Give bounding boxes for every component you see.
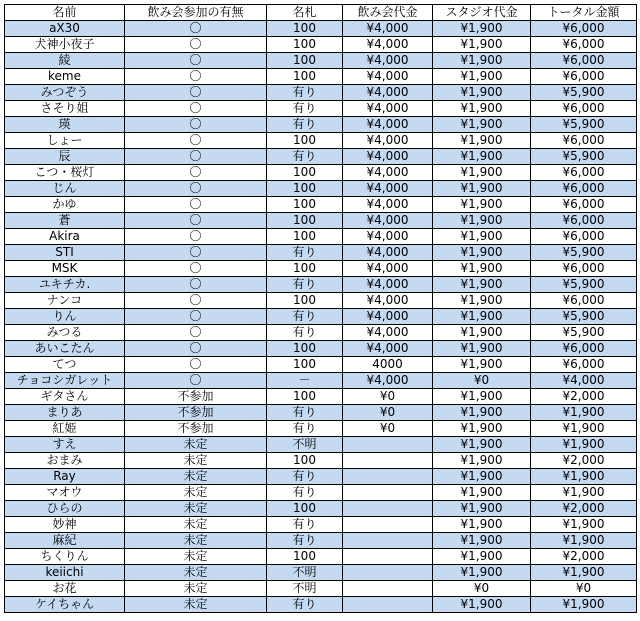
cell-name: Akira xyxy=(5,229,125,245)
cell-studio-fee: ¥1,900 xyxy=(433,293,531,309)
table-row xyxy=(5,341,637,357)
cell-total: ¥1,900 xyxy=(531,405,637,421)
cell-total: ¥1,900 xyxy=(531,517,637,533)
cell-studio-fee: ¥1,900 xyxy=(433,357,531,373)
cell-total: ¥5,900 xyxy=(531,325,637,341)
table-row xyxy=(5,117,637,133)
cell-total: ¥1,900 xyxy=(531,469,637,485)
cell-attendance: 不参加 xyxy=(125,389,267,405)
cell-studio-fee: ¥1,900 xyxy=(433,309,531,325)
cell-nametag: 100 xyxy=(267,501,343,517)
cell-attendance: 〇 xyxy=(125,341,267,357)
cell-nametag: 100 xyxy=(267,53,343,69)
cell-studio-fee: ¥0 xyxy=(433,373,531,389)
cell-party-fee xyxy=(343,549,433,565)
cell-studio-fee: ¥1,900 xyxy=(433,181,531,197)
cell-attendance: 〇 xyxy=(125,53,267,69)
cell-nametag: 不明 xyxy=(267,565,343,581)
cell-nametag: 不明 xyxy=(267,581,343,597)
cell-name: みつる xyxy=(5,325,125,341)
cell-studio-fee: ¥1,900 xyxy=(433,501,531,517)
cell-party-fee: ¥4,000 xyxy=(343,85,433,101)
cell-nametag: 100 xyxy=(267,133,343,149)
cell-studio-fee: ¥1,900 xyxy=(433,565,531,581)
table-row xyxy=(5,213,637,229)
cell-nametag: 100 xyxy=(267,453,343,469)
cell-nametag: 有り xyxy=(267,533,343,549)
cell-name: じん xyxy=(5,181,125,197)
cell-party-fee: ¥4,000 xyxy=(343,261,433,277)
cell-nametag: 100 xyxy=(267,37,343,53)
cell-total: ¥2,000 xyxy=(531,453,637,469)
cell-studio-fee: ¥1,900 xyxy=(433,149,531,165)
cell-total: ¥0 xyxy=(531,581,637,597)
header-attendance: 飲み会参加の有無 xyxy=(125,5,267,21)
cell-attendance: 〇 xyxy=(125,165,267,181)
cell-nametag: 不明 xyxy=(267,437,343,453)
cell-studio-fee: ¥1,900 xyxy=(433,53,531,69)
cell-party-fee: ¥4,000 xyxy=(343,165,433,181)
cell-studio-fee: ¥1,900 xyxy=(433,197,531,213)
table-header xyxy=(5,5,637,21)
cell-name: ユキチカ. xyxy=(5,277,125,293)
cell-name: 蒼 xyxy=(5,213,125,229)
cell-studio-fee: ¥1,900 xyxy=(433,133,531,149)
participant-fee-table xyxy=(4,4,637,613)
cell-name: 辰 xyxy=(5,149,125,165)
cell-total: ¥5,900 xyxy=(531,245,637,261)
cell-studio-fee: ¥1,900 xyxy=(433,117,531,133)
cell-name: MSK xyxy=(5,261,125,277)
cell-attendance: 〇 xyxy=(125,117,267,133)
cell-attendance: 〇 xyxy=(125,373,267,389)
cell-total: ¥6,000 xyxy=(531,133,637,149)
cell-nametag: 100 xyxy=(267,293,343,309)
cell-attendance: 未定 xyxy=(125,533,267,549)
header-studio-fee: スタジオ代金 xyxy=(433,5,531,21)
cell-attendance: 〇 xyxy=(125,261,267,277)
table-row xyxy=(5,245,637,261)
cell-name: 犬神小夜子 xyxy=(5,37,125,53)
cell-party-fee: ¥4,000 xyxy=(343,37,433,53)
cell-nametag: 有り xyxy=(267,405,343,421)
cell-studio-fee: ¥1,900 xyxy=(433,549,531,565)
table-row xyxy=(5,501,637,517)
cell-nametag: 100 xyxy=(267,341,343,357)
cell-total: ¥6,000 xyxy=(531,181,637,197)
cell-name: おまみ xyxy=(5,453,125,469)
header-total: トータル金額 xyxy=(531,5,637,21)
table-row xyxy=(5,437,637,453)
table-row xyxy=(5,373,637,389)
cell-name: 綾 xyxy=(5,53,125,69)
cell-studio-fee: ¥1,900 xyxy=(433,533,531,549)
cell-total: ¥1,900 xyxy=(531,533,637,549)
cell-nametag: 100 xyxy=(267,229,343,245)
cell-nametag: 100 xyxy=(267,213,343,229)
cell-total: ¥2,000 xyxy=(531,389,637,405)
table-row xyxy=(5,149,637,165)
cell-studio-fee: ¥1,900 xyxy=(433,389,531,405)
cell-nametag: 100 xyxy=(267,197,343,213)
cell-studio-fee: ¥1,900 xyxy=(433,101,531,117)
cell-studio-fee: ¥1,900 xyxy=(433,69,531,85)
table-row xyxy=(5,357,637,373)
table-row xyxy=(5,581,637,597)
cell-party-fee: ¥4,000 xyxy=(343,117,433,133)
cell-total: ¥6,000 xyxy=(531,21,637,37)
cell-total: ¥2,000 xyxy=(531,549,637,565)
table-row xyxy=(5,21,637,37)
table-row xyxy=(5,325,637,341)
cell-total: ¥5,900 xyxy=(531,149,637,165)
cell-nametag: 有り xyxy=(267,309,343,325)
cell-total: ¥1,900 xyxy=(531,437,637,453)
cell-nametag: 100 xyxy=(267,21,343,37)
table-row xyxy=(5,533,637,549)
cell-studio-fee: ¥1,900 xyxy=(433,517,531,533)
cell-nametag: 有り xyxy=(267,517,343,533)
cell-attendance: 〇 xyxy=(125,149,267,165)
table-row xyxy=(5,165,637,181)
cell-studio-fee: ¥1,900 xyxy=(433,245,531,261)
cell-nametag: 有り xyxy=(267,469,343,485)
table-row xyxy=(5,181,637,197)
cell-total: ¥4,000 xyxy=(531,373,637,389)
header-nametag: 名札 xyxy=(267,5,343,21)
cell-party-fee xyxy=(343,501,433,517)
cell-total: ¥1,900 xyxy=(531,597,637,613)
table-row xyxy=(5,69,637,85)
cell-studio-fee: ¥1,900 xyxy=(433,261,531,277)
table-row xyxy=(5,197,637,213)
cell-name: お花 xyxy=(5,581,125,597)
cell-attendance: 〇 xyxy=(125,309,267,325)
table-row xyxy=(5,597,637,613)
cell-name: Ray xyxy=(5,469,125,485)
cell-attendance: 未定 xyxy=(125,517,267,533)
cell-attendance: 〇 xyxy=(125,101,267,117)
cell-attendance: 不参加 xyxy=(125,421,267,437)
cell-attendance: 未定 xyxy=(125,453,267,469)
table-row xyxy=(5,389,637,405)
cell-attendance: 〇 xyxy=(125,293,267,309)
cell-studio-fee: ¥1,900 xyxy=(433,165,531,181)
cell-party-fee xyxy=(343,469,433,485)
table-row xyxy=(5,309,637,325)
cell-studio-fee: ¥1,900 xyxy=(433,597,531,613)
cell-party-fee: ¥4,000 xyxy=(343,309,433,325)
cell-name: 紅姫 xyxy=(5,421,125,437)
cell-attendance: 未定 xyxy=(125,581,267,597)
cell-name: 瑛 xyxy=(5,117,125,133)
cell-name: ケイちゃん xyxy=(5,597,125,613)
cell-nametag: 100 xyxy=(267,549,343,565)
table-row xyxy=(5,469,637,485)
table-row xyxy=(5,53,637,69)
cell-nametag: 有り xyxy=(267,325,343,341)
cell-studio-fee: ¥1,900 xyxy=(433,469,531,485)
cell-name: てつ xyxy=(5,357,125,373)
cell-party-fee: ¥4,000 xyxy=(343,21,433,37)
cell-total: ¥6,000 xyxy=(531,229,637,245)
cell-total: ¥6,000 xyxy=(531,293,637,309)
cell-name: りん xyxy=(5,309,125,325)
cell-attendance: 未定 xyxy=(125,565,267,581)
cell-studio-fee: ¥1,900 xyxy=(433,277,531,293)
cell-total: ¥1,900 xyxy=(531,565,637,581)
cell-total: ¥6,000 xyxy=(531,213,637,229)
cell-name: ギタさん xyxy=(5,389,125,405)
cell-attendance: 〇 xyxy=(125,21,267,37)
cell-attendance: 未定 xyxy=(125,469,267,485)
cell-attendance: 未定 xyxy=(125,485,267,501)
cell-name: 麻紀 xyxy=(5,533,125,549)
cell-name: マオウ xyxy=(5,485,125,501)
cell-studio-fee: ¥1,900 xyxy=(433,37,531,53)
cell-party-fee: ¥4,000 xyxy=(343,197,433,213)
cell-nametag: 有り xyxy=(267,117,343,133)
header-name: 名前 xyxy=(5,5,125,21)
cell-total: ¥1,900 xyxy=(531,485,637,501)
cell-name: すえ xyxy=(5,437,125,453)
cell-studio-fee: ¥1,900 xyxy=(433,213,531,229)
cell-name: しょー xyxy=(5,133,125,149)
cell-studio-fee: ¥1,900 xyxy=(433,325,531,341)
cell-party-fee: ¥4,000 xyxy=(343,69,433,85)
cell-attendance: 〇 xyxy=(125,325,267,341)
cell-name: あいこたん xyxy=(5,341,125,357)
table-row xyxy=(5,101,637,117)
cell-nametag: 100 xyxy=(267,165,343,181)
cell-party-fee: ¥4,000 xyxy=(343,341,433,357)
cell-total: ¥6,000 xyxy=(531,197,637,213)
cell-party-fee: ¥4,000 xyxy=(343,101,433,117)
cell-party-fee: ¥4,000 xyxy=(343,133,433,149)
cell-name: aX30 xyxy=(5,21,125,37)
table-row xyxy=(5,405,637,421)
table-row xyxy=(5,133,637,149)
table-row xyxy=(5,549,637,565)
cell-party-fee: ¥4,000 xyxy=(343,53,433,69)
cell-total: ¥6,000 xyxy=(531,37,637,53)
cell-name: まりあ xyxy=(5,405,125,421)
cell-studio-fee: ¥1,900 xyxy=(433,453,531,469)
cell-name: 妙神 xyxy=(5,517,125,533)
cell-total: ¥5,900 xyxy=(531,117,637,133)
cell-name: ナンコ xyxy=(5,293,125,309)
cell-party-fee: 4000 xyxy=(343,357,433,373)
cell-nametag: － xyxy=(267,373,343,389)
cell-attendance: 〇 xyxy=(125,277,267,293)
cell-party-fee: ¥4,000 xyxy=(343,277,433,293)
cell-attendance: 〇 xyxy=(125,213,267,229)
table-row xyxy=(5,85,637,101)
cell-total: ¥5,900 xyxy=(531,277,637,293)
cell-nametag: 有り xyxy=(267,245,343,261)
cell-nametag: 有り xyxy=(267,277,343,293)
cell-party-fee: ¥4,000 xyxy=(343,325,433,341)
cell-party-fee xyxy=(343,485,433,501)
cell-attendance: 〇 xyxy=(125,69,267,85)
cell-studio-fee: ¥1,900 xyxy=(433,21,531,37)
cell-nametag: 有り xyxy=(267,101,343,117)
cell-attendance: 〇 xyxy=(125,357,267,373)
cell-total: ¥6,000 xyxy=(531,53,637,69)
cell-nametag: 有り xyxy=(267,485,343,501)
cell-party-fee: ¥4,000 xyxy=(343,149,433,165)
cell-party-fee: ¥4,000 xyxy=(343,293,433,309)
cell-name: keiichi xyxy=(5,565,125,581)
cell-studio-fee: ¥1,900 xyxy=(433,437,531,453)
cell-name: STI xyxy=(5,245,125,261)
cell-name: みつぞう xyxy=(5,85,125,101)
cell-nametag: 有り xyxy=(267,421,343,437)
cell-name: ひらの xyxy=(5,501,125,517)
cell-attendance: 〇 xyxy=(125,245,267,261)
cell-total: ¥1,900 xyxy=(531,421,637,437)
cell-total: ¥6,000 xyxy=(531,357,637,373)
cell-attendance: 〇 xyxy=(125,133,267,149)
cell-party-fee xyxy=(343,581,433,597)
cell-total: ¥6,000 xyxy=(531,261,637,277)
cell-party-fee xyxy=(343,533,433,549)
cell-party-fee xyxy=(343,453,433,469)
cell-studio-fee: ¥1,900 xyxy=(433,85,531,101)
cell-party-fee: ¥0 xyxy=(343,405,433,421)
cell-name: チョコシガレット xyxy=(5,373,125,389)
cell-nametag: 100 xyxy=(267,69,343,85)
cell-nametag: 100 xyxy=(267,181,343,197)
cell-studio-fee: ¥1,900 xyxy=(433,229,531,245)
cell-name: さそり姐 xyxy=(5,101,125,117)
table-row xyxy=(5,229,637,245)
cell-party-fee: ¥4,000 xyxy=(343,181,433,197)
cell-name: こつ・桜灯 xyxy=(5,165,125,181)
cell-attendance: 未定 xyxy=(125,549,267,565)
cell-attendance: 不参加 xyxy=(125,405,267,421)
cell-nametag: 100 xyxy=(267,389,343,405)
cell-nametag: 100 xyxy=(267,261,343,277)
table-row xyxy=(5,453,637,469)
cell-party-fee: ¥0 xyxy=(343,421,433,437)
cell-total: ¥6,000 xyxy=(531,69,637,85)
cell-attendance: 〇 xyxy=(125,229,267,245)
cell-attendance: 〇 xyxy=(125,37,267,53)
table-body xyxy=(5,21,637,613)
cell-party-fee: ¥0 xyxy=(343,389,433,405)
cell-party-fee xyxy=(343,517,433,533)
table-row xyxy=(5,293,637,309)
cell-attendance: 未定 xyxy=(125,437,267,453)
cell-total: ¥6,000 xyxy=(531,165,637,181)
table-row xyxy=(5,277,637,293)
table-row xyxy=(5,565,637,581)
cell-party-fee xyxy=(343,565,433,581)
table-row xyxy=(5,517,637,533)
cell-party-fee xyxy=(343,597,433,613)
header-row xyxy=(5,5,637,21)
cell-total: ¥6,000 xyxy=(531,341,637,357)
cell-nametag: 有り xyxy=(267,149,343,165)
cell-name: keme xyxy=(5,69,125,85)
table-row xyxy=(5,261,637,277)
cell-attendance: 〇 xyxy=(125,181,267,197)
cell-total: ¥2,000 xyxy=(531,501,637,517)
cell-party-fee: ¥4,000 xyxy=(343,229,433,245)
cell-name: かゆ xyxy=(5,197,125,213)
cell-total: ¥6,000 xyxy=(531,101,637,117)
header-party-fee: 飲み会代金 xyxy=(343,5,433,21)
cell-attendance: 未定 xyxy=(125,501,267,517)
cell-party-fee: ¥4,000 xyxy=(343,213,433,229)
cell-nametag: 有り xyxy=(267,597,343,613)
cell-attendance: 〇 xyxy=(125,197,267,213)
cell-studio-fee: ¥0 xyxy=(433,581,531,597)
cell-studio-fee: ¥1,900 xyxy=(433,341,531,357)
table-row xyxy=(5,485,637,501)
cell-studio-fee: ¥1,900 xyxy=(433,421,531,437)
cell-studio-fee: ¥1,900 xyxy=(433,405,531,421)
table-row xyxy=(5,37,637,53)
cell-attendance: 未定 xyxy=(125,597,267,613)
cell-total: ¥5,900 xyxy=(531,85,637,101)
cell-studio-fee: ¥1,900 xyxy=(433,485,531,501)
cell-nametag: 有り xyxy=(267,85,343,101)
cell-total: ¥5,900 xyxy=(531,309,637,325)
cell-name: ちくりん xyxy=(5,549,125,565)
cell-party-fee: ¥4,000 xyxy=(343,245,433,261)
cell-party-fee xyxy=(343,437,433,453)
table-row xyxy=(5,421,637,437)
cell-nametag: 100 xyxy=(267,357,343,373)
cell-party-fee: ¥4,000 xyxy=(343,373,433,389)
cell-attendance: 〇 xyxy=(125,85,267,101)
